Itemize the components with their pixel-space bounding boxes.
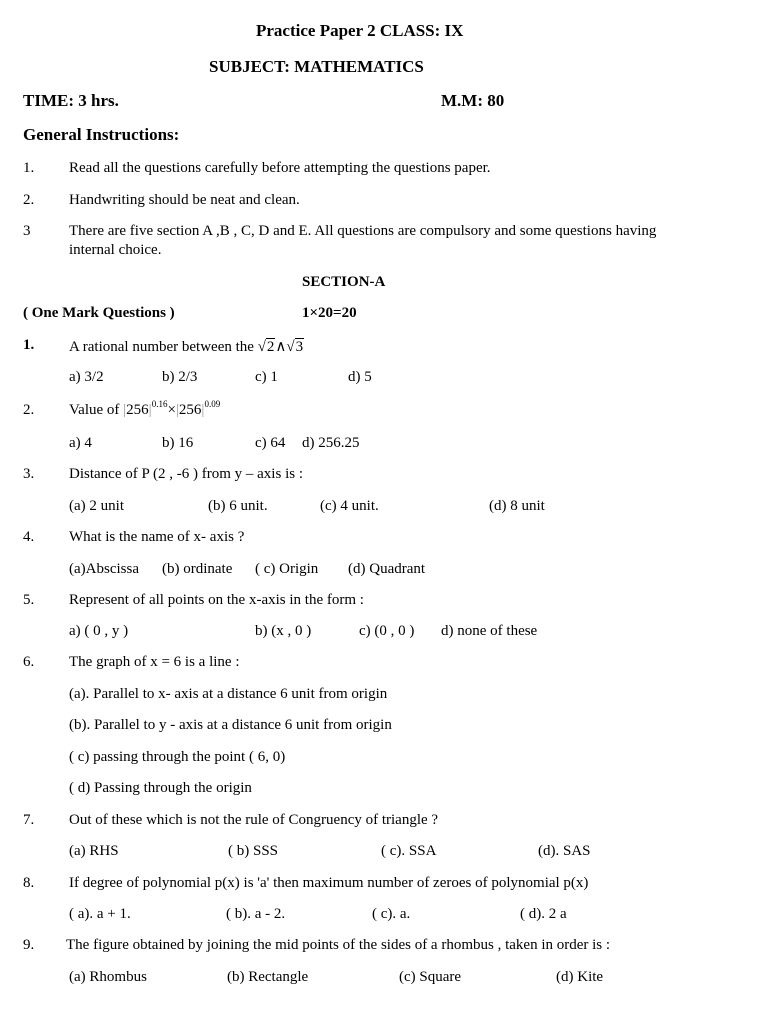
question-text: If degree of polynomial p(x) is 'a' then maximum number of zeroes of polynomial p(x) <box>69 875 589 891</box>
option: a) 3/2 <box>69 369 104 385</box>
option: (d) Kite <box>556 969 604 985</box>
math-expression: √2∧√3 <box>257 339 304 355</box>
option: ( b). a - 2. <box>226 906 286 922</box>
option: b) (x , 0 ) <box>255 623 312 639</box>
option: b) 2/3 <box>162 369 198 385</box>
option: ( a). a + 1. <box>69 906 131 922</box>
option: (d) 8 unit <box>489 498 545 514</box>
math-operator: × <box>167 402 176 418</box>
option: ( c). a. <box>372 906 411 922</box>
question-number: 7. <box>23 812 35 828</box>
option: (a) Rhombus <box>69 969 147 985</box>
power-base: 256 <box>178 402 202 418</box>
question-number: 4. <box>23 529 35 545</box>
radicand: 2 <box>266 339 275 355</box>
question-number: 8. <box>23 875 35 891</box>
instruction-number: 1. <box>23 160 35 176</box>
option: (b) ordinate <box>162 561 233 577</box>
question-text: Out of these which is not the rule of Congruency of triangle ? <box>69 812 439 828</box>
option: (d). SAS <box>538 843 591 859</box>
subject-title: SUBJECT: MATHEMATICS <box>209 57 424 76</box>
question-text: Represent of all points on the x-axis in the form : <box>69 592 364 608</box>
question-text: The graph of x = 6 is a line : <box>69 654 240 670</box>
question-number: 6. <box>23 654 35 670</box>
instruction-text-continued: internal choice. <box>69 242 162 258</box>
question-number: 2. <box>23 402 35 418</box>
option: d) 256.25 <box>302 435 360 451</box>
option: ( d) Passing through the origin <box>69 780 252 796</box>
instruction-text: There are five section A ,B , C, D and E. All questions are compulsory and some questions having <box>69 223 657 239</box>
option: c) 64 <box>255 435 286 451</box>
radicand: 3 <box>295 339 304 355</box>
option: ( b) SSS <box>228 843 279 859</box>
instruction-number: 3 <box>23 223 31 239</box>
question-text: What is the name of x- axis ? <box>69 529 245 545</box>
option: a) 4 <box>69 435 92 451</box>
question-number: 5. <box>23 592 35 608</box>
max-marks-label: M.M: 80 <box>441 91 505 110</box>
instruction-number: 2. <box>23 192 35 208</box>
section-title: SECTION-A <box>302 274 386 290</box>
option: d) none of these <box>441 623 538 639</box>
option: d) 5 <box>348 369 372 385</box>
option: a) ( 0 , y ) <box>69 623 129 639</box>
time-label: TIME: 3 hrs. <box>23 91 119 110</box>
option: (b) 6 unit. <box>208 498 268 514</box>
question-number: 3. <box>23 466 35 482</box>
option: c) 1 <box>255 369 278 385</box>
option: (a) RHS <box>69 843 119 859</box>
option: (a)Abscissa <box>69 561 139 577</box>
instruction-text: Handwriting should be neat and clean. <box>69 192 300 208</box>
instructions-heading: General Instructions: <box>23 125 180 144</box>
power-exponent: 0.16 <box>151 399 168 409</box>
option: (a). Parallel to x- axis at a distance 6 unit from origin <box>69 686 388 702</box>
question-text: Distance of P (2 , -6 ) from y – axis is : <box>69 466 303 482</box>
option: c) (0 , 0 ) <box>359 623 415 639</box>
paper-title: Practice Paper 2 CLASS: IX <box>256 21 464 40</box>
option: (c) Square <box>399 969 462 985</box>
question-text <box>69 399 221 419</box>
option: ( d). 2 a <box>520 906 567 922</box>
power-base: 256 <box>126 402 149 418</box>
option: b) 16 <box>162 435 194 451</box>
option: (d) Quadrant <box>348 561 426 577</box>
option: ( c). SSA <box>381 843 437 859</box>
question-number: 1. <box>23 337 35 353</box>
option: ( c) Origin <box>255 561 319 577</box>
section-marks-label: ( One Mark Questions ) <box>23 305 175 321</box>
instruction-text: Read all the questions carefully before attempting the questions paper. <box>69 160 491 176</box>
math-operator: ∧ <box>275 339 287 355</box>
question-text <box>69 337 304 356</box>
option: (a) 2 unit <box>69 498 124 514</box>
option: (b). Parallel to y - axis at a distance 6 unit from origin <box>69 717 392 733</box>
math-expression: $|256|^{0.16}\times|256|^{0.09}$ <box>123 399 221 418</box>
question-text-body: Value of <box>69 402 120 418</box>
question-number: 9. <box>23 937 35 953</box>
power-exponent: 0.09 <box>204 399 221 409</box>
section-marks-calc: 1×20=20 <box>302 305 357 321</box>
question-text: The figure obtained by joining the mid points of the sides of a rhombus , taken in order is : <box>66 937 611 953</box>
option: (c) 4 unit. <box>320 498 379 514</box>
option: ( c) passing through the point ( 6, 0) <box>69 749 286 765</box>
question-text-body: A rational number between the <box>69 339 254 355</box>
option: (b) Rectangle <box>227 969 309 985</box>
